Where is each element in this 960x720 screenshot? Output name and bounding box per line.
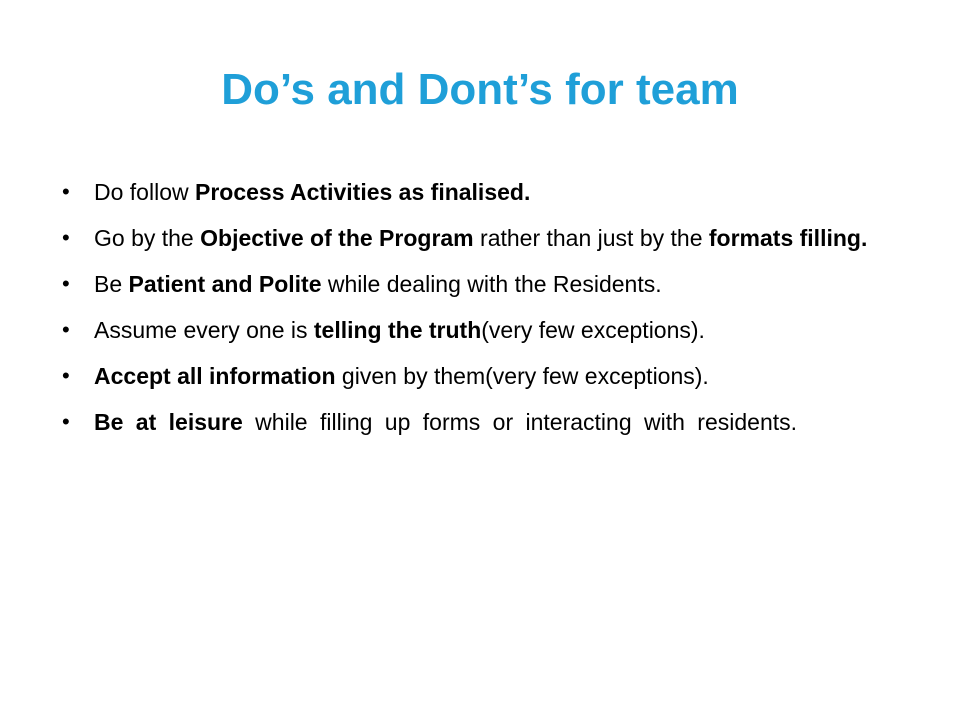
bullet-text: Be Patient and Polite while dealing with the Residents. <box>94 271 662 297</box>
bullet-item <box>58 224 902 252</box>
bullet-item <box>58 178 902 206</box>
bullet-icon: • <box>62 225 70 250</box>
bullet-icon: • <box>62 409 70 434</box>
bullet-item <box>58 316 902 344</box>
bullet-item <box>58 408 902 436</box>
bullet-text: Do follow Process Activities as finalised. <box>94 179 531 205</box>
bullet-text: Go by the Objective of the Program rather than just by the formats filling. <box>94 225 868 251</box>
bullet-item <box>58 270 902 298</box>
bullet-item <box>58 362 902 390</box>
bullet-text: Accept all information given by them(very few exceptions). <box>94 363 709 389</box>
bullet-text: Be at leisure while filling up forms or interacting with residents. <box>94 409 798 435</box>
bullet-icon: • <box>62 271 70 296</box>
bullet-icon: • <box>62 179 70 204</box>
bullet-list <box>58 178 902 436</box>
slide-title: Do’s and Dont’s for team <box>221 65 739 114</box>
bullet-text: Assume every one is telling the truth(very few exceptions). <box>94 317 705 343</box>
bullet-icon: • <box>62 363 70 388</box>
bullet-icon: • <box>62 317 70 342</box>
